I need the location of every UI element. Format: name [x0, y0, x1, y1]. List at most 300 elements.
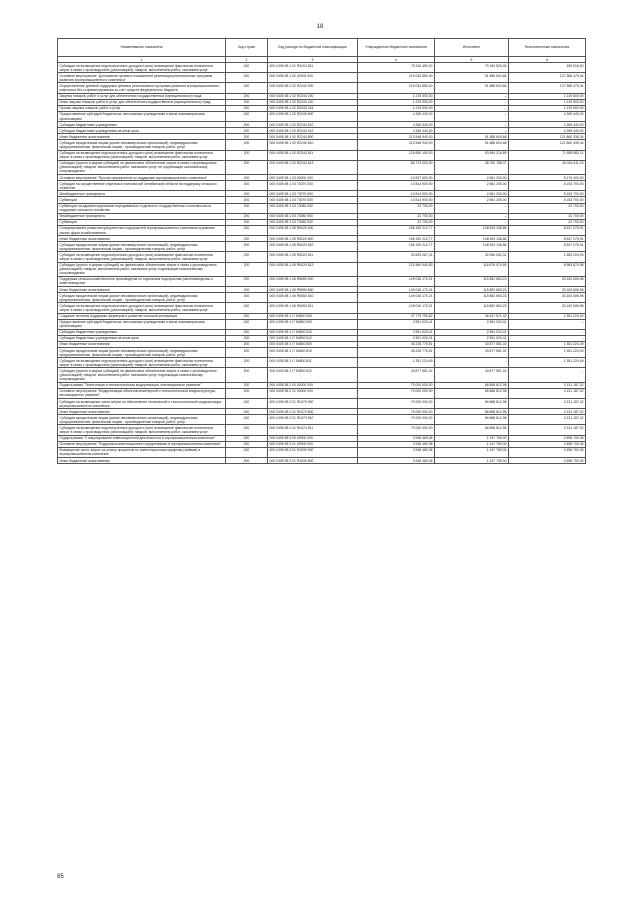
row-code: 200 — [226, 399, 268, 409]
table-row — [58, 73, 586, 83]
row-classification: 000 0405 58 2 01 00000 000 — [268, 388, 358, 398]
row-code: 200 — [226, 213, 268, 219]
row-executed: 2 661 200,00 — [435, 175, 509, 181]
row-code: 200 — [226, 458, 268, 464]
row-approved: 22 700,00 — [358, 213, 435, 219]
row-unexecuted: 3 131 187,02 — [509, 382, 586, 388]
row-classification: 000 0405 58 2 01 R2470 811 — [268, 425, 358, 435]
row-approved: 4 265 440,00 — [358, 128, 435, 134]
row-classification: 000 0405 58 3 01 R4330 800 — [268, 458, 358, 464]
row-name: Субвенции на администрирование передаваемого отдельного государственного полномочия по поддержке сельского хозяйства — [58, 203, 226, 213]
row-unexecuted: 1 351 224,40 — [509, 313, 586, 319]
row-name: Стимулирование развития приоритетных подотраслей агропромышленного комплекса и развитие малых форм хозяйствования — [58, 225, 226, 235]
row-approved: 156 190 212,77 — [358, 242, 435, 252]
row-code: 200 — [226, 293, 268, 303]
row-executed: – — [435, 128, 509, 134]
row-executed: 53 994 216,89 — [435, 150, 509, 160]
row-approved: 22 700,00 — [358, 203, 435, 213]
row-executed: 148 943 136,86 — [435, 236, 509, 242]
row-name: Субсидии на возмещение недополученных доходов и (или) возмещение фактически понесенных затрат в связи с производством (реализацией) товаров, выполнением работ, оказанием услуг — [58, 252, 226, 262]
row-classification: 000 0405 58 1 02 00000 000 — [268, 73, 358, 83]
row-name: Субсидии (гранты в форме субсидий) на финансовое обеспечение затрат в связи с производством (реализацией) товаров, выполнением работ, оказанием услуг, не подлежащие казначейскому сопровождению — [58, 160, 226, 174]
row-name: Субсидии бюджетным учреждениям на иные цели — [58, 335, 226, 341]
row-unexecuted: – — [509, 368, 586, 382]
row-approved: 1 219 500,00 — [358, 99, 435, 105]
row-approved: 10 814 900,00 — [358, 191, 435, 197]
table-row — [58, 319, 586, 329]
table-row — [58, 293, 586, 303]
row-classification: 000 0405 58 1 05 R5020 810 — [268, 242, 358, 252]
table-row — [58, 276, 586, 286]
column-number: 5 — [435, 57, 509, 63]
row-unexecuted: 22 700,00 — [509, 213, 586, 219]
row-executed: 1 247 769,00 — [435, 441, 509, 447]
row-unexecuted: 1 219 500,00 — [509, 105, 586, 111]
header-executed: Исполнено — [435, 39, 509, 57]
row-name: Основное мероприятие "Поддержка инвестиционного кредитования в агропромышленном комплексе" — [58, 441, 226, 447]
row-executed: 2 551 020,41 — [435, 329, 509, 335]
row-code: 200 — [226, 382, 268, 388]
row-name: Закупка товаров, работ и услуг для обеспечения государственных (муниципальных) нужд — [58, 93, 226, 99]
row-executed: 91 688 604,66 — [435, 73, 509, 83]
row-classification: 000 0405 58 1 I7 54800 800 — [268, 341, 358, 347]
row-executed: 79 160 520,00 — [435, 63, 509, 73]
row-code: 200 — [226, 335, 268, 341]
row-code: 200 — [226, 134, 268, 140]
row-executed: 66 868 812,98 — [435, 409, 509, 415]
row-unexecuted: 8 176 400,00 — [509, 175, 586, 181]
row-unexecuted: 22 700,00 — [509, 203, 586, 213]
row-unexecuted: 8 547 075,91 — [509, 236, 586, 242]
table-row — [58, 252, 586, 262]
row-code: 200 — [226, 252, 268, 262]
table-row — [58, 181, 586, 191]
row-classification: 000 0405 58 1 06 R5080 000 — [268, 276, 358, 286]
row-unexecuted: 33 163 506,98 — [509, 303, 586, 313]
row-executed: 1 247 769,00 — [435, 458, 509, 464]
row-executed: – — [435, 122, 509, 128]
row-approved: 70 000 000,00 — [358, 415, 435, 425]
row-name: Субвенции — [58, 197, 226, 203]
row-unexecuted: 3 131 187,02 — [509, 409, 586, 415]
row-unexecuted: 4 265 440,00 — [509, 111, 586, 121]
row-name: Подпрограмма "Стимулирование инвестиционной деятельности в агропромышленном комплексе" — [58, 435, 226, 441]
row-classification: 000 0405 58 1 I7 54800 812 — [268, 368, 358, 382]
row-executed: 115 852 663,23 — [435, 303, 509, 313]
row-executed: – — [435, 358, 509, 368]
table-row — [58, 203, 586, 213]
row-code: 200 — [226, 99, 268, 105]
row-name: Создание системы поддержки фермеров и развитие сельской кооперации — [58, 313, 226, 319]
row-name: Иные бюджетные ассигнования — [58, 287, 226, 293]
row-name: Субсидии на возмещение недополученных доходов и (или) возмещение фактически понесенных затрат в связи с производством (реализацией) товаров, выполнением работ, оказанием услуг — [58, 63, 226, 73]
row-executed: 115 852 663,23 — [435, 293, 509, 303]
header-unexecuted: Неисполненные назначения — [509, 39, 586, 57]
table-row — [58, 447, 586, 457]
row-approved: 43 877 551,02 — [358, 368, 435, 382]
row-classification: 000 0405 58 1 06 R5080 810 — [268, 293, 358, 303]
row-approved: 125 850 100,00 — [358, 150, 435, 160]
row-name: Субсидии юридическим лицам (кроме некоммерческих организаций), индивидуальным предпринимателям, физическим лицам - производителям товаров, работ, услуг — [58, 293, 226, 303]
row-classification: 000 0405 58 1 05 R5020 000 — [268, 225, 358, 235]
row-approved: 4 265 440,00 — [358, 122, 435, 128]
row-classification: 000 0405 58 1 02 R2240 244 — [268, 105, 358, 111]
row-classification: 000 0405 58 1 I7 54800 810 — [268, 348, 358, 358]
row-classification: 000 0405 58 1 03 73070 000 — [268, 181, 358, 191]
row-executed: 115 852 663,23 — [435, 276, 509, 286]
table-row — [58, 63, 586, 73]
row-executed: 43 877 551,02 — [435, 368, 509, 382]
row-unexecuted: 3 131 187,02 — [509, 388, 586, 398]
row-unexecuted: – — [509, 319, 586, 329]
table-row — [58, 458, 586, 464]
row-approved: 156 190 212,77 — [358, 225, 435, 235]
row-approved: 149 016 170,21 — [358, 303, 435, 313]
row-classification: 000 0405 58 1 02 R2240 800 — [268, 134, 358, 140]
row-name: Иные бюджетные ассигнования — [58, 236, 226, 242]
row-name: Иные бюджетные ассигнования — [58, 409, 226, 415]
row-executed: 1 247 769,00 — [435, 447, 509, 457]
row-approved: 10 814 900,00 — [358, 181, 435, 191]
row-classification: 000 0405 58 3 01 00000 000 — [268, 441, 358, 447]
header-code: Код строки — [226, 39, 268, 57]
column-number: 4 — [358, 57, 435, 63]
row-approved: 122 560 945,53 — [358, 262, 435, 276]
row-classification: 000 0405 58 1 06 R5080 811 — [268, 303, 358, 313]
row-name: Субсидии на возмещение части затрат на обеспечение технической и технологической модернизации агропромышленного комплекса — [58, 399, 226, 409]
row-executed: 43 877 551,02 — [435, 341, 509, 347]
row-name: Иные бюджетные ассигнования — [58, 134, 226, 140]
row-code: 200 — [226, 319, 268, 329]
row-executed: 91 688 604,66 — [435, 140, 509, 150]
row-approved: 3 946 469,36 — [358, 447, 435, 457]
row-executed: – — [435, 99, 509, 105]
row-unexecuted: 1 219 500,00 — [509, 99, 586, 105]
row-unexecuted: 22 700,00 — [509, 219, 586, 225]
row-approved: 22 700,00 — [358, 219, 435, 225]
row-code: 200 — [226, 415, 268, 425]
row-unexecuted: 1 219 500,00 — [509, 93, 586, 99]
row-code: 200 — [226, 236, 268, 242]
row-name: Субсидии на возмещение недополученных доходов и (или) возмещение фактически понесенных затрат в связи с производством (реализацией) товаров, выполнением работ, оказанием услуг — [58, 303, 226, 313]
column-number: 2 — [226, 57, 268, 63]
row-approved: 45 228 775,51 — [358, 348, 435, 358]
row-unexecuted: 121 860 335,34 — [509, 140, 586, 150]
row-name: Субсидии на возмещение недополученных доходов и (или) возмещение фактически понесенных затрат в связи с производством (реализацией) товаров, выполнением работ, оказанием услуг — [58, 358, 226, 368]
row-executed: 43 877 551,02 — [435, 348, 509, 358]
row-unexecuted: 1 351 224,49 — [509, 341, 586, 347]
row-executed: – — [435, 203, 509, 213]
row-executed: – — [435, 219, 509, 225]
row-name: Субсидии юридическим лицам (кроме некоммерческих организаций), индивидуальным предпринимателям, физическим лицам - производителям товаров, работ, услуг — [58, 242, 226, 252]
row-classification: 000 0405 58 1 05 R5020 813 — [268, 262, 358, 276]
row-code: 200 — [226, 105, 268, 111]
row-classification: 000 0405 58 1 01 R3410 811 — [268, 63, 358, 73]
row-executed: 66 868 812,98 — [435, 399, 509, 409]
row-code: 200 — [226, 128, 268, 134]
budget-execution-table — [57, 38, 586, 464]
row-executed: 2 661 200,00 — [435, 181, 509, 191]
row-executed: 148 943 136,86 — [435, 225, 509, 235]
row-unexecuted: – — [509, 335, 586, 341]
row-name: Субсидии бюджетным учреждениям — [58, 122, 226, 128]
row-approved: 149 016 170,21 — [358, 293, 435, 303]
row-name: Возмещение части затрат на уплату процентов по инвестиционным кредитам (займам) в агропромышленном комплексе — [58, 447, 226, 457]
row-classification: 000 0405 58 1 I7 54800 610 — [268, 329, 358, 335]
row-approved: 3 946 469,36 — [358, 441, 435, 447]
row-classification: 000 0405 58 1 05 R5020 800 — [268, 236, 358, 242]
row-approved: 2 551 020,41 — [358, 319, 435, 329]
row-approved: 219 033 880,00 — [358, 83, 435, 93]
row-code: 200 — [226, 122, 268, 128]
row-approved: 1 351 224,49 — [358, 358, 435, 368]
row-classification: 000 0405 58 1 02 R2240 240 — [268, 99, 358, 105]
table-row — [58, 262, 586, 276]
row-code: 200 — [226, 341, 268, 347]
row-name: Межбюджетные трансферты — [58, 191, 226, 197]
row-name: Субсидии на возмещение недополученных доходов и (или) возмещение фактически понесенных затрат в связи с производством (реализацией) товаров, выполнением работ, оказанием услуг — [58, 150, 226, 160]
row-executed: 91 688 604,66 — [435, 134, 509, 140]
row-classification: 000 0405 58 1 I7 54800 000 — [268, 313, 358, 319]
row-classification: 000 0405 58 1 I7 54800 811 — [268, 358, 358, 368]
row-unexecuted: 33 163 506,98 — [509, 293, 586, 303]
header-classification: Код расхода по бюджетной классификации — [268, 39, 358, 57]
row-executed: 2 551 020,41 — [435, 319, 509, 329]
table-row — [58, 140, 586, 150]
row-unexecuted: 8 153 700,00 — [509, 197, 586, 203]
row-code: 200 — [226, 191, 268, 197]
table-row — [58, 368, 586, 382]
table-row — [58, 225, 586, 235]
row-unexecuted: 33 163 506,98 — [509, 287, 586, 293]
row-classification: 000 0405 58 2 01 R2470 810 — [268, 415, 358, 425]
row-classification: 000 0405 58 1 03 73080 530 — [268, 219, 358, 225]
row-unexecuted: 2 698 700,36 — [509, 458, 586, 464]
row-classification: 000 0405 58 1 I7 54800 600 — [268, 319, 358, 329]
row-executed: 38 750 788,07 — [435, 160, 509, 174]
row-executed: 46 427 571,42 — [435, 313, 509, 319]
row-unexecuted: 2 698 700,36 — [509, 435, 586, 441]
row-unexecuted: 155 918,00 — [509, 63, 586, 73]
row-name: Субсидии юридическим лицам (кроме некоммерческих организаций), индивидуальным предпринимателям, физическим лицам - производителям товаров, работ, услуг — [58, 140, 226, 150]
row-approved: 70 000 000,00 — [358, 409, 435, 415]
row-approved: 45 228 775,51 — [358, 341, 435, 347]
row-approved: 219 033 880,00 — [358, 73, 435, 83]
header-approved: Утвержденные бюджетные назначения — [358, 39, 435, 57]
table-row — [58, 399, 586, 409]
row-approved: 2 551 020,41 — [358, 329, 435, 335]
row-classification: 000 0405 58 1 03 00000 000 — [268, 175, 358, 181]
row-name: Предоставление субсидий бюджетным, автономным учреждениям и иным некоммерческим организациям — [58, 111, 226, 121]
row-executed: – — [435, 93, 509, 99]
row-code: 200 — [226, 73, 268, 83]
row-classification: 000 0405 58 1 02 R2240 810 — [268, 140, 358, 150]
row-unexecuted: 8 547 075,91 — [509, 242, 586, 252]
row-code: 200 — [226, 242, 268, 252]
table-row — [58, 348, 586, 358]
row-unexecuted: 8 547 075,91 — [509, 225, 586, 235]
row-name: Иные закупки товаров, работ и услуг для обеспечения государственных (муниципальных) нужд — [58, 99, 226, 105]
page-number-top: 18 — [316, 24, 324, 30]
row-unexecuted: 71 855 883,11 — [509, 150, 586, 160]
row-classification: 000 0405 58 3 01 R4330 000 — [268, 447, 358, 457]
row-approved: 70 000 000,00 — [358, 399, 435, 409]
table-row — [58, 242, 586, 252]
row-code: 200 — [226, 197, 268, 203]
row-name: Субсидии юридическим лицам (кроме некоммерческих организаций), индивидуальным предпринимателям, физическим лицам - производителям товаров, работ, услуг — [58, 348, 226, 358]
row-approved: 3 946 469,36 — [358, 458, 435, 464]
row-name: Основное мероприятие "Модернизация объектов инженерной и технологической инфраструктуры, инновационное развитие" — [58, 388, 226, 398]
row-executed: 148 943 136,86 — [435, 242, 509, 252]
row-name: Основное мероприятие "Достижение целевых показателей реализации региональных программ развития агропромышленного комплекса" — [58, 73, 226, 83]
row-approved: 149 016 170,21 — [358, 276, 435, 286]
table-row — [58, 388, 586, 398]
row-code: 200 — [226, 219, 268, 225]
row-name: Подпрограмма "Техническая и технологическая модернизация, инновационное развитие" — [58, 382, 226, 388]
row-code: 200 — [226, 175, 268, 181]
row-unexecuted: 8 153 700,00 — [509, 191, 586, 197]
row-executed: 2 661 200,00 — [435, 191, 509, 197]
row-name: Субсидии (гранты в форме субсидий) на финансовое обеспечение затрат в связи с производством (реализацией) товаров, выполнением работ, оказанием услуг, подлежащие казначейскому сопровождению — [58, 262, 226, 276]
row-unexecuted: 3 131 187,02 — [509, 399, 586, 409]
row-approved: 213 548 940,00 — [358, 134, 435, 140]
row-executed: 2 551 020,41 — [435, 335, 509, 341]
row-classification: 000 0405 58 2 01 R2470 000 — [268, 399, 358, 409]
row-approved: 149 016 170,21 — [358, 287, 435, 293]
row-unexecuted: 3 131 187,02 — [509, 425, 586, 435]
row-approved: 70 000 000,00 — [358, 425, 435, 435]
header-name: Наименование показателя — [58, 39, 226, 57]
row-code: 200 — [226, 358, 268, 368]
row-classification: 000 0405 58 1 02 R2240 811 — [268, 150, 358, 160]
row-unexecuted: 33 163 506,98 — [509, 276, 586, 286]
row-executed: – — [435, 105, 509, 111]
row-unexecuted: 1 351 224,49 — [509, 358, 586, 368]
row-unexecuted: 45 016 611,23 — [509, 160, 586, 174]
row-classification: 000 0405 58 1 03 73070 500 — [268, 191, 358, 197]
row-unexecuted: 2 698 700,36 — [509, 441, 586, 447]
row-code: 200 — [226, 409, 268, 415]
row-code: 200 — [226, 111, 268, 121]
row-unexecuted: 8 153 700,00 — [509, 181, 586, 191]
row-classification: 000 0405 58 1 02 R2240 000 — [268, 83, 358, 93]
row-executed: 115 852 663,23 — [435, 287, 509, 293]
row-name: Субсидии на осуществление отдельных полномочий Челябинской области на поддержку сельского хозяйства — [58, 181, 226, 191]
row-classification: 000 0405 58 1 03 73080 500 — [268, 213, 358, 219]
row-approved: 213 548 940,00 — [358, 140, 435, 150]
row-unexecuted: 127 365 475,34 — [509, 73, 586, 83]
row-executed: 91 688 604,66 — [435, 83, 509, 93]
row-approved: 156 190 212,77 — [358, 236, 435, 242]
table-row — [58, 111, 586, 121]
row-classification: 000 0405 58 1 03 73080 000 — [268, 203, 358, 213]
table-row — [58, 83, 586, 93]
row-name: Субсидии бюджетным учреждениям — [58, 329, 226, 335]
row-code: 200 — [226, 368, 268, 382]
column-number: 3 — [268, 57, 358, 63]
row-executed: 116 876 074,55 — [435, 262, 509, 276]
row-approved: 70 000 000,00 — [358, 388, 435, 398]
row-name: Субсидии (гранты в форме субсидий) на финансовое обеспечение затрат в связи с производством (реализацией) товаров, выполнением работ, оказанием услуг, подлежащие казначейскому сопровождению — [58, 368, 226, 382]
row-code: 200 — [226, 276, 268, 286]
row-name: Осуществление долевой поддержки целевых региональных программ развития агропромышленного комплекса без софинансирования за счет средств федерального бюджета — [58, 83, 226, 93]
table-row — [58, 415, 586, 425]
row-classification: 000 0405 58 1 05 R5020 811 — [268, 252, 358, 262]
row-name: Иные бюджетные ассигнования — [58, 458, 226, 464]
row-unexecuted: 127 365 475,34 — [509, 83, 586, 93]
row-executed: – — [435, 111, 509, 121]
row-name: Межбюджетные трансферты — [58, 213, 226, 219]
row-classification: 000 0405 58 1 02 R2240 813 — [268, 160, 358, 174]
row-executed: 2 661 200,00 — [435, 197, 509, 203]
row-unexecuted: 121 860 335,34 — [509, 134, 586, 140]
row-approved: 33 629 267,24 — [358, 252, 435, 262]
row-classification: 000 0405 58 2 00 00000 000 — [268, 382, 358, 388]
table-row — [58, 160, 586, 174]
row-name: Поддержка сельскохозяйственного производства по отдельным подотраслям растениеводства и животноводства — [58, 276, 226, 286]
row-approved: 10 814 900,00 — [358, 197, 435, 203]
row-code: 200 — [226, 93, 268, 99]
row-code: 200 — [226, 447, 268, 457]
table-row — [58, 425, 586, 435]
row-approved: 83 723 000,00 — [358, 160, 435, 174]
row-executed: 1 247 769,00 — [435, 435, 509, 441]
row-unexecuted: 3 131 187,02 — [509, 415, 586, 425]
row-executed: – — [435, 213, 509, 219]
table-row — [58, 358, 586, 368]
table-row — [58, 150, 586, 160]
row-name: Субсидии бюджетным учреждениям на иные цели — [58, 128, 226, 134]
row-approved: 3 946 469,36 — [358, 435, 435, 441]
row-executed: 66 868 812,98 — [435, 425, 509, 435]
row-approved: 47 779 795,82 — [358, 313, 435, 319]
row-approved: 70 000 000,00 — [358, 382, 435, 388]
row-executed: 66 868 812,98 — [435, 388, 509, 398]
row-code: 200 — [226, 425, 268, 435]
row-code: 200 — [226, 287, 268, 293]
column-number: 6 — [509, 57, 586, 63]
row-approved: 1 219 500,00 — [358, 93, 435, 99]
row-unexecuted: 6 983 870,98 — [509, 262, 586, 276]
row-unexecuted: 4 265 440,00 — [509, 128, 586, 134]
row-classification: 000 0405 58 1 03 73070 530 — [268, 197, 358, 203]
row-unexecuted: – — [509, 329, 586, 335]
row-code: 200 — [226, 262, 268, 276]
column-number: 1 — [58, 57, 226, 63]
row-executed: 32 066 062,31 — [435, 252, 509, 262]
row-code: 200 — [226, 225, 268, 235]
row-code: 200 — [226, 203, 268, 213]
row-classification: 000 0405 58 1 02 R2240 600 — [268, 111, 358, 121]
row-code: 200 — [226, 348, 268, 358]
row-name: Субсидии на возмещение недополученных доходов и (или) возмещение фактически понесенных затрат в связи с производством (реализацией) товаров, выполнением работ, оказанием услуг — [58, 425, 226, 435]
row-classification: 000 0405 58 1 02 R2240 612 — [268, 128, 358, 134]
row-unexecuted: 2 698 700,36 — [509, 447, 586, 457]
row-classification: 000 0405 58 2 01 R2470 800 — [268, 409, 358, 415]
row-code: 200 — [226, 441, 268, 447]
row-name: Основное мероприятие "Прочие мероприятия по поддержке агропромышленного комплекса" — [58, 175, 226, 181]
row-code: 200 — [226, 313, 268, 319]
row-code: 200 — [226, 435, 268, 441]
page-number-bottom: 85 — [57, 874, 64, 880]
table-row — [58, 303, 586, 313]
row-executed: 66 868 812,98 — [435, 382, 509, 388]
row-code: 200 — [226, 150, 268, 160]
row-name: Прочая закупка товаров, работ и услуг — [58, 105, 226, 111]
row-approved: 1 219 500,00 — [358, 105, 435, 111]
row-classification: 000 0405 58 3 00 00000 000 — [268, 435, 358, 441]
row-code: 200 — [226, 388, 268, 398]
